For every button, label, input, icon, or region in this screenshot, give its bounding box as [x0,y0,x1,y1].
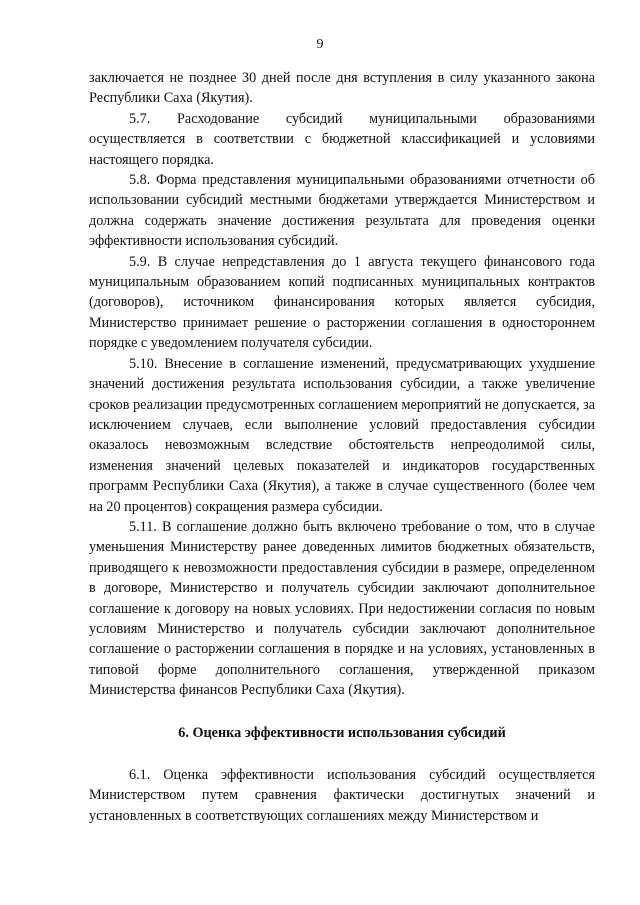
page-content [89,68,595,826]
paragraph-continuation: заключается не позднее 30 дней после дня вступления в силу указанного закона Республики Саха (Якутия). [89,70,595,107]
paragraph-5-11: 5.11. В соглашение должно быть включено требование о том, что в случае уменьшения Министерству ранее доведенных лимитов бюджетных обязательств, приводящего к невозможности предоставления субсидии в размере, определенном в договоре, Министерство и получатель субсидии заключают дополнительное соглашение к договору на новых условиях. При недостижении согласия по новым условиям Министерство и получатель субсидии заключают дополнительное соглашение о расторжении соглашения в порядке и на условиях, установленных в типовой форме дополнительного соглашения, утвержденной приказом Министерства финансов Республики Саха (Якутия). [89,518,595,699]
paragraph-6-1: 6.1. Оценка эффективности использования субсидий осуществляется Министерством путем сравнения фактически достигнутых значений и установленных в соответствующих соглашениях между Министерством и [89,767,595,824]
paragraph-5-7: 5.7. Расходование субсидий муниципальными образованиями осуществляется в соответствии с бюджетной классификацией и условиями настоящего порядка. [89,110,595,168]
paragraph-5-9: 5.9. В случае непредставления до 1 августа текущего финансового года муниципальным образованием копий подписанных муниципальных контрактов (договоров), источником финансирования которых является субсидия, Министерство принимает решение о расторжении соглашения в одностороннем порядке с уведомлением получателя субсидии. [89,253,595,352]
paragraph-5-8: 5.8. Форма представления муниципальными образованиями отчетности об использовании субсидий местными бюджетами утверждается Министерством и должна содержать значение достижения результата для проведения оценки эффективности использования субсидий. [89,172,595,250]
section-heading: 6. Оценка эффективности использования субсидий [178,724,506,741]
paragraph-5-10: 5.10. Внесение в соглашение изменений, предусматривающих ухудшение значений достижения результата использования субсидии, а также увеличение сроков реализации предусмотренных соглашением мероприятий не допускается, за исключением случаев, если выполнение условий предоставления субсидии оказалось невозможным вследствие обстоятельств непреодолимой силы, изменения значений целевых показателей и индикаторов государственных программ Республики Саха (Якутия), а также в случае существенного (более чем на 20 процентов) сокращения размера субсидии. [89,355,595,515]
page-number: 9 [316,37,324,52]
